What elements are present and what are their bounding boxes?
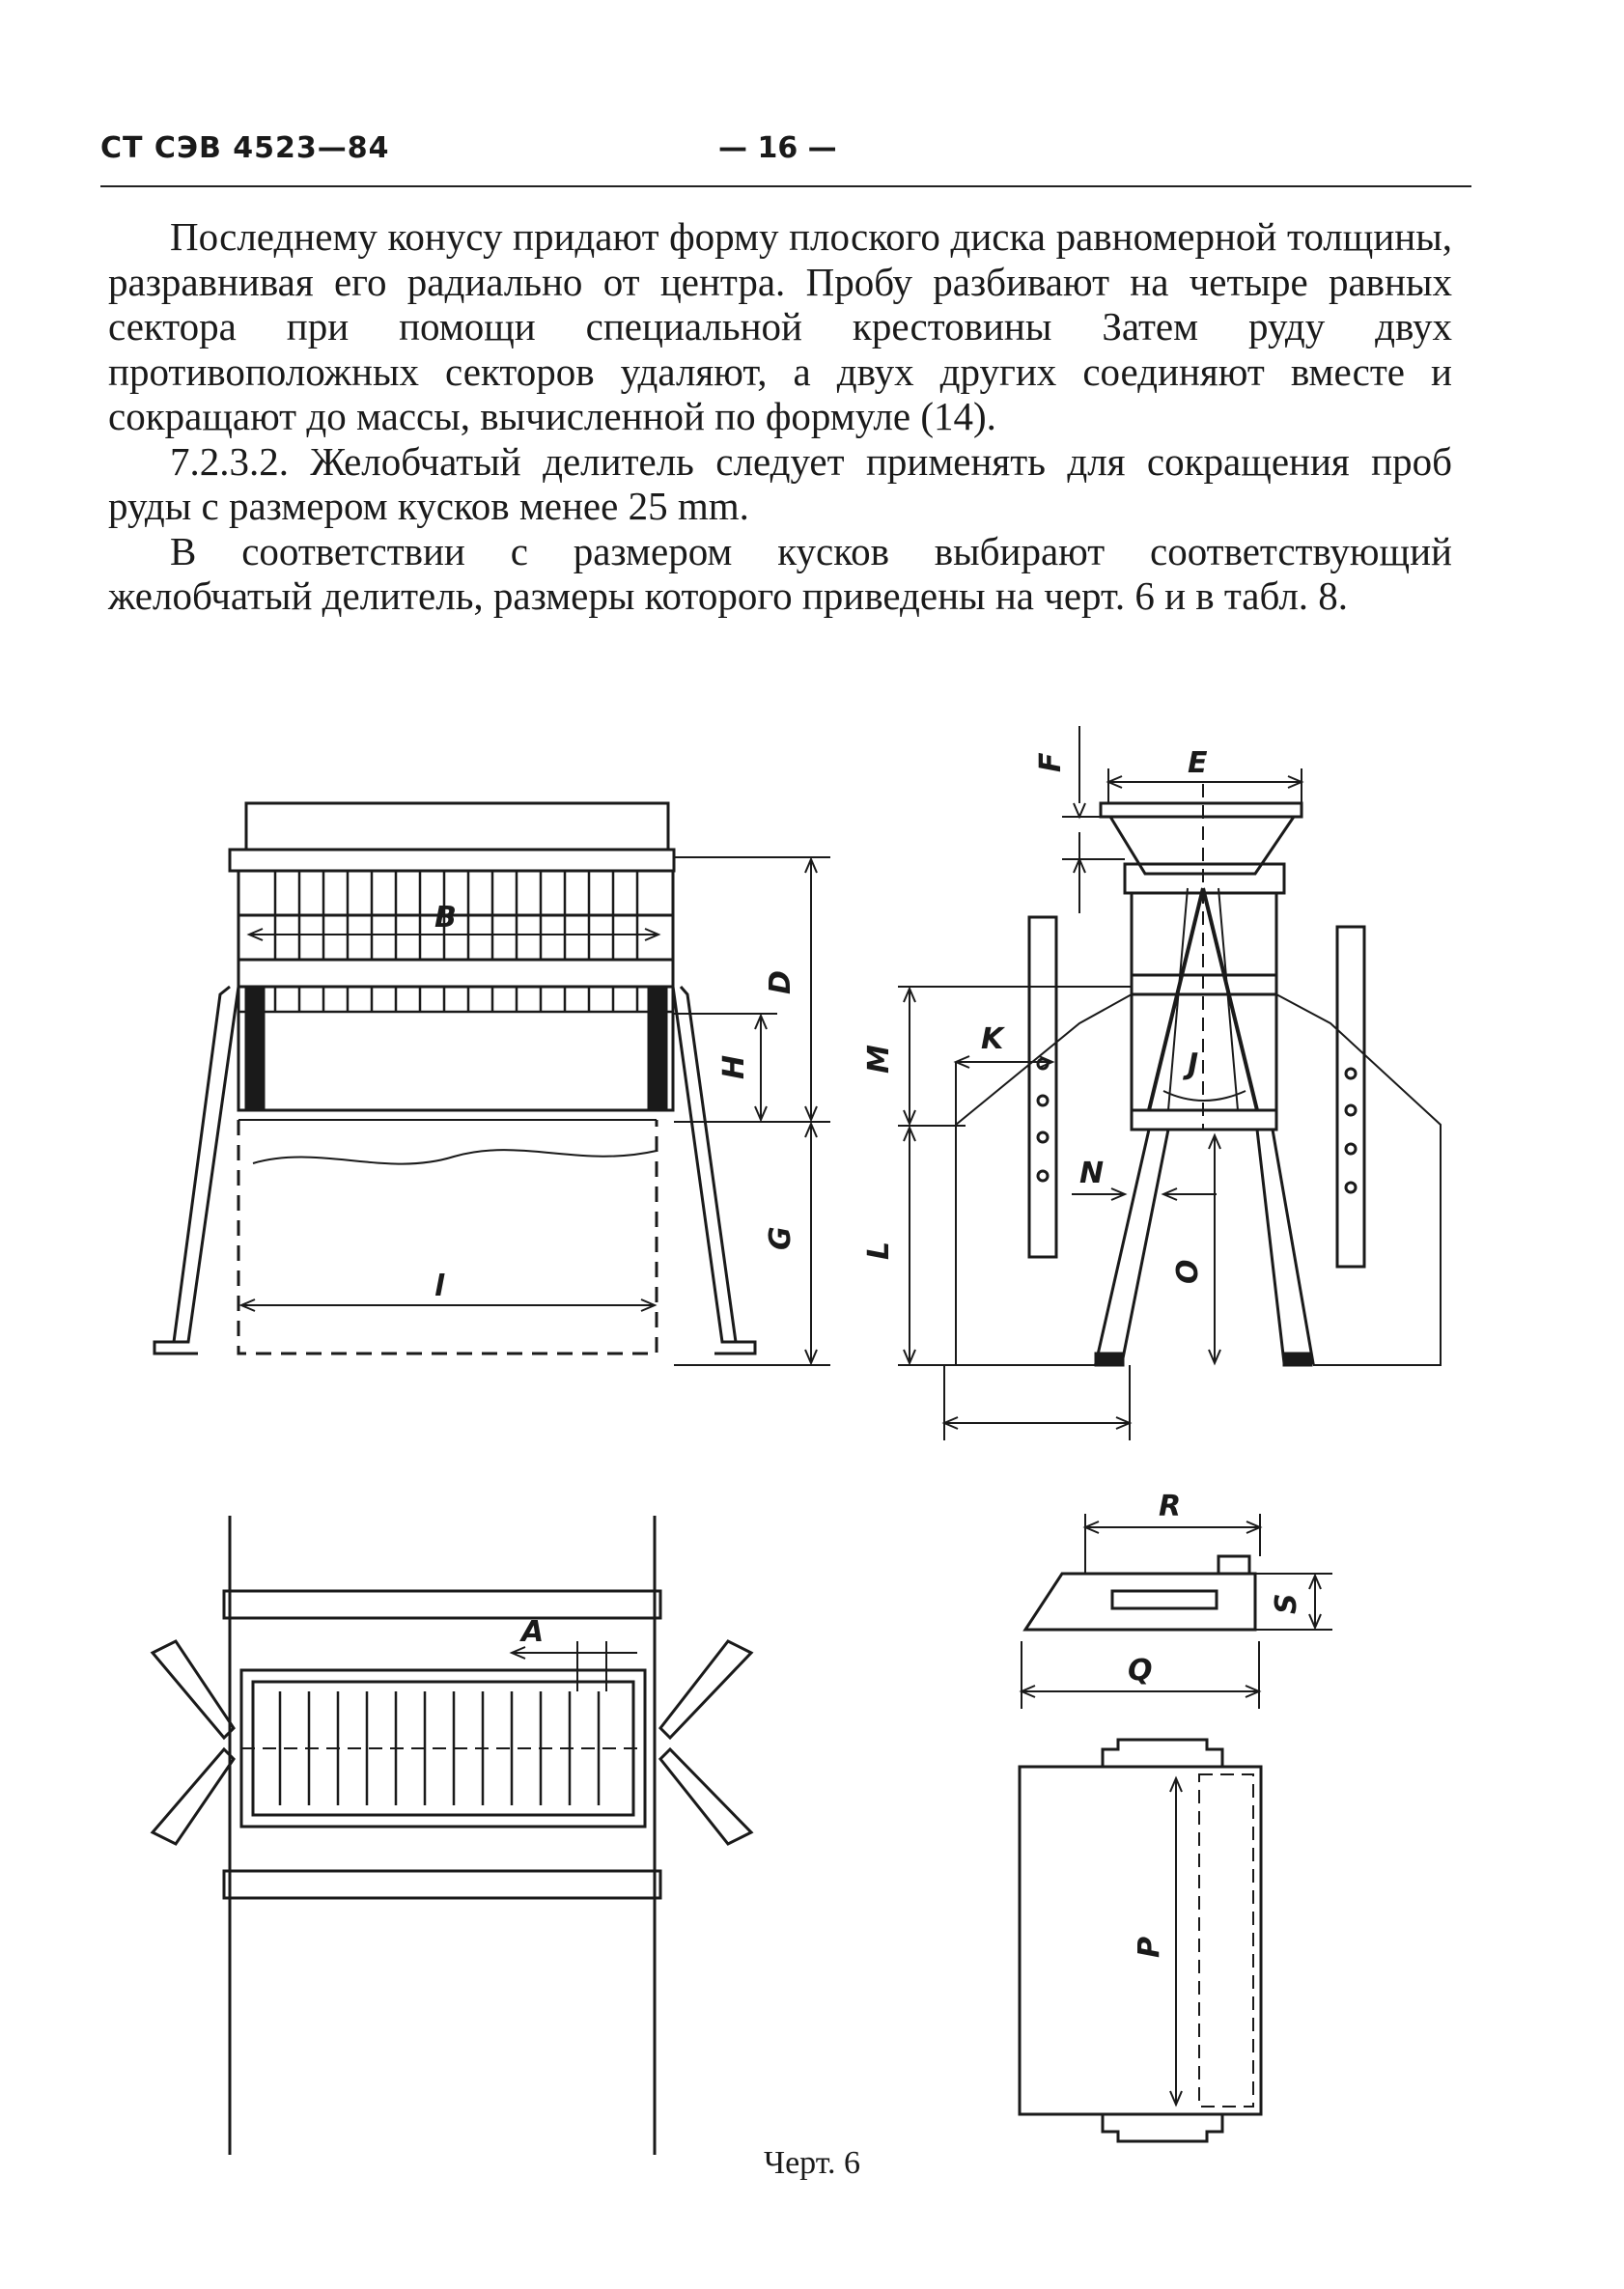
plan-view	[153, 1516, 751, 2155]
label-K: K	[981, 1022, 1004, 1056]
standard-code: СТ СЭВ 4523—84	[100, 131, 390, 165]
label-l: l	[434, 1270, 445, 1303]
front-view	[154, 803, 830, 1365]
label-F: F	[1034, 752, 1068, 772]
label-P: P	[1133, 1937, 1166, 1958]
label-L: L	[862, 1241, 896, 1260]
paragraph-3: В соответствии с размером кусков выбирают соответствующий желобчатый делитель, размеры которого приведены на черт. 6 и в табл. 8.	[108, 528, 1452, 618]
label-S: S	[1270, 1593, 1303, 1614]
paragraph-1: Последнему конусу придают форму плоского диска равномерной толщины, разравнивая его радиально от центра. Пробу разбивают на четыре равных сектора при помощи специальной крестовины Затем руду двух противоположных секторов удаляют, а двух других соединяют вместе и сокращают до массы, вычисленной по формуле (14).	[108, 214, 1452, 438]
label-R: R	[1159, 1490, 1182, 1523]
label-D: D	[764, 970, 798, 994]
label-O: O	[1171, 1259, 1205, 1284]
label-E: E	[1188, 746, 1208, 780]
label-Q: Q	[1128, 1654, 1153, 1688]
label-J: J	[1188, 1047, 1199, 1081]
figure-caption: Черт. 6	[763, 2145, 861, 2181]
paragraph-2: 7.2.3.2. Желобчатый делитель следует применять для сокращения проб руды с размером кусков менее 25 mm.	[108, 438, 1452, 528]
page-number: — 16 —	[718, 131, 837, 165]
label-N: N	[1079, 1157, 1105, 1190]
label-H: H	[717, 1054, 751, 1079]
label-G: G	[764, 1226, 798, 1250]
label-M: M	[862, 1045, 896, 1074]
label-B: B	[434, 901, 457, 935]
label-A: A	[521, 1615, 545, 1649]
side-view	[898, 726, 1441, 1440]
front-chutes	[238, 871, 673, 1012]
